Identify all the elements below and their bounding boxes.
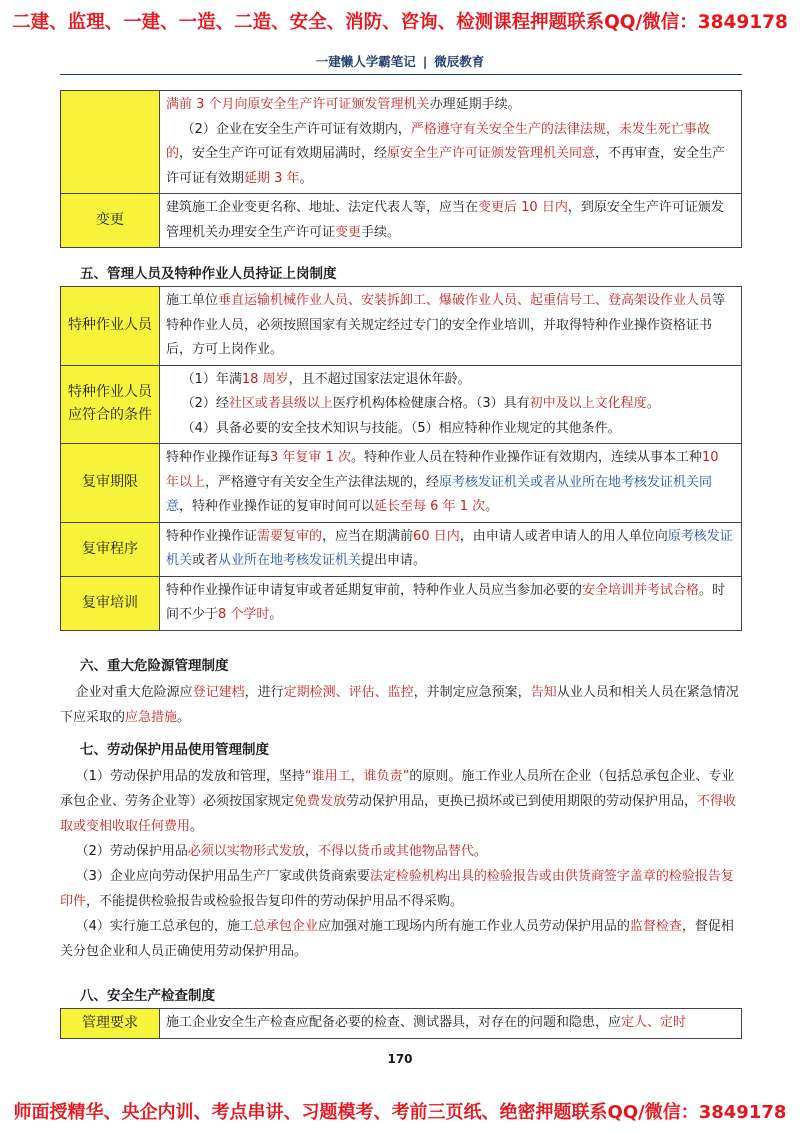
table-body-cell: 施工企业安全生产检查应配备必要的检查、测试器具，对存在的问题和隐患，应定人、定时 [160,1009,742,1039]
table-label: 特种作业人员应符合的条件 [61,365,160,444]
table-body-cell: 特种作业操作证需要复审的，应当在期满前60 日内，由申请人或者申请人的用人单位向原考核发证机关或者从业所在地考核发证机关提出申请。 [160,522,742,576]
table-row [61,365,742,444]
page-header [0,52,800,70]
table-label: 复审培训 [61,576,160,630]
section-heading-7: 七、劳动保护用品使用管理制度 [80,742,269,758]
header-separator: | [422,54,428,69]
table-row [61,576,742,630]
table-row [61,287,742,366]
table-body-cell: 特种作业操作证每3 年复审 1 次。特种作业人员在特种作业操作证有效期内，连续从事本工种10 年以上，严格遵守有关安全生产法律法规的，经原考核发证机关或者从业所在地考核发证机关同意，特种作业操作证的复审时间可以延长至每 6 年 1 次。 [160,444,742,523]
header-left: 一建懒人学霸笔记 [315,54,416,69]
table-label: 特种作业人员 [61,287,160,366]
table-body-cell [160,91,742,194]
extension-paragraph-2: （2）企业在安全生产许可证有效期内，严格遵守有关安全生产的法律法规，未发生死亡事故的，安全生产许可证有效期届满时，经原安全生产许可证颁发管理机关同意，不再审查，安全生产许可证有效期延期 3 年。 [166,121,726,186]
top-banner: 二建、监理、一建、一造、二造、安全、消防、咨询、检测课程押题联系QQ/微信：3849178 [12,12,788,33]
table-body-cell: （1）年满18 周岁，且不超过国家法定退休年龄。 （2）经社区或者县级以上医疗机构体检健康合格。（3）具有初中及以上文化程度。 （4）具备必要的安全技术知识与技能。（5）相应特种作业规定的其他条件。 [160,365,742,444]
section7-item-4: （4）实行施工总承包的，施工总承包企业应加强对施工现场内所有施工作业人员劳动保护用品的监督检查，督促相关分包企业和人员正确使用劳动保护用品。 [60,919,734,959]
license-table [60,90,742,248]
table-label-cell-empty [61,91,160,194]
table-body-cell: 建筑施工企业变更名称、地址、法定代表人等，应当在变更后 10 日内，到原安全生产许可证颁发管理机关办理安全生产许可证变更手续。 [160,194,742,248]
table-body-cell: 施工单位垂直运输机械作业人员、安装拆卸工、爆破作业人员、起重信号工、登高架设作业人员等特种作业人员，必须按照国家有关规定经过专门的安全作业培训，并取得特种作业操作资格证书后，方可上岗作业。 [160,287,742,366]
header-right: 微辰教育 [434,54,485,69]
table-label-change: 变更 [61,194,160,248]
table-body-cell: 特种作业操作证申请复审或者延期复审前，特种作业人员应当参加必要的安全培训并考试合格。时间不少于8 个学时。 [160,576,742,630]
section7-item-3: （3）企业应向劳动保护用品生产厂家或供货商索要法定检验机构出具的检验报告或由供货商签字盖章的检验报告复印件，不能提供检验报告或检验报告复印件的劳动保护用品不得采购。 [60,869,734,909]
inspection-table [60,1008,742,1039]
special-operation-table [60,286,742,631]
section-heading-8: 八、安全生产检查制度 [80,988,215,1004]
table-row [61,444,742,523]
section-heading-5: 五、管理人员及特种作业人员持证上岗制度 [80,266,337,282]
section7-item-2: （2）劳动保护用品必须以实物形式发放，不得以货币或其他物品替代。 [75,844,487,859]
page-number: 170 [387,1052,413,1066]
bottom-banner: 师面授精华、央企内训、考点串讲、习题模考、考前三页纸、绝密押题联系QQ/微信：3849178 [13,1102,787,1123]
section6-paragraph: 企业对重大危险源应登记建档，进行定期检测、评估、监控，并制定应急预案，告知从业人员和相关人员在紧急情况下应采取的应急措施。 [60,685,739,725]
extension-line: 满前 3 个月向原安全生产许可证颁发管理机关办理延期手续。 [166,97,521,112]
section-heading-6: 六、重大危险源管理制度 [80,658,229,674]
section7-item-1: （1）劳动保护用品的发放和管理，坚持“谁用工，谁负责”的原则。施工作业人员所在企业（包括总承包企业、专业承包企业、劳务企业等）必须按国家规定免费发放劳动保护用品，更换已损坏或已到使用期限的劳动保护用品，不得收取或变相收取任何费用。 [60,769,737,834]
table-row [61,194,742,248]
table-row [61,1009,742,1039]
table-label: 复审期限 [61,444,160,523]
table-label: 复审程序 [61,522,160,576]
header-divider [60,74,742,75]
table-label: 管理要求 [61,1009,160,1039]
table-row [61,91,742,194]
section7-paragraphs [60,764,742,964]
table-row [61,522,742,576]
